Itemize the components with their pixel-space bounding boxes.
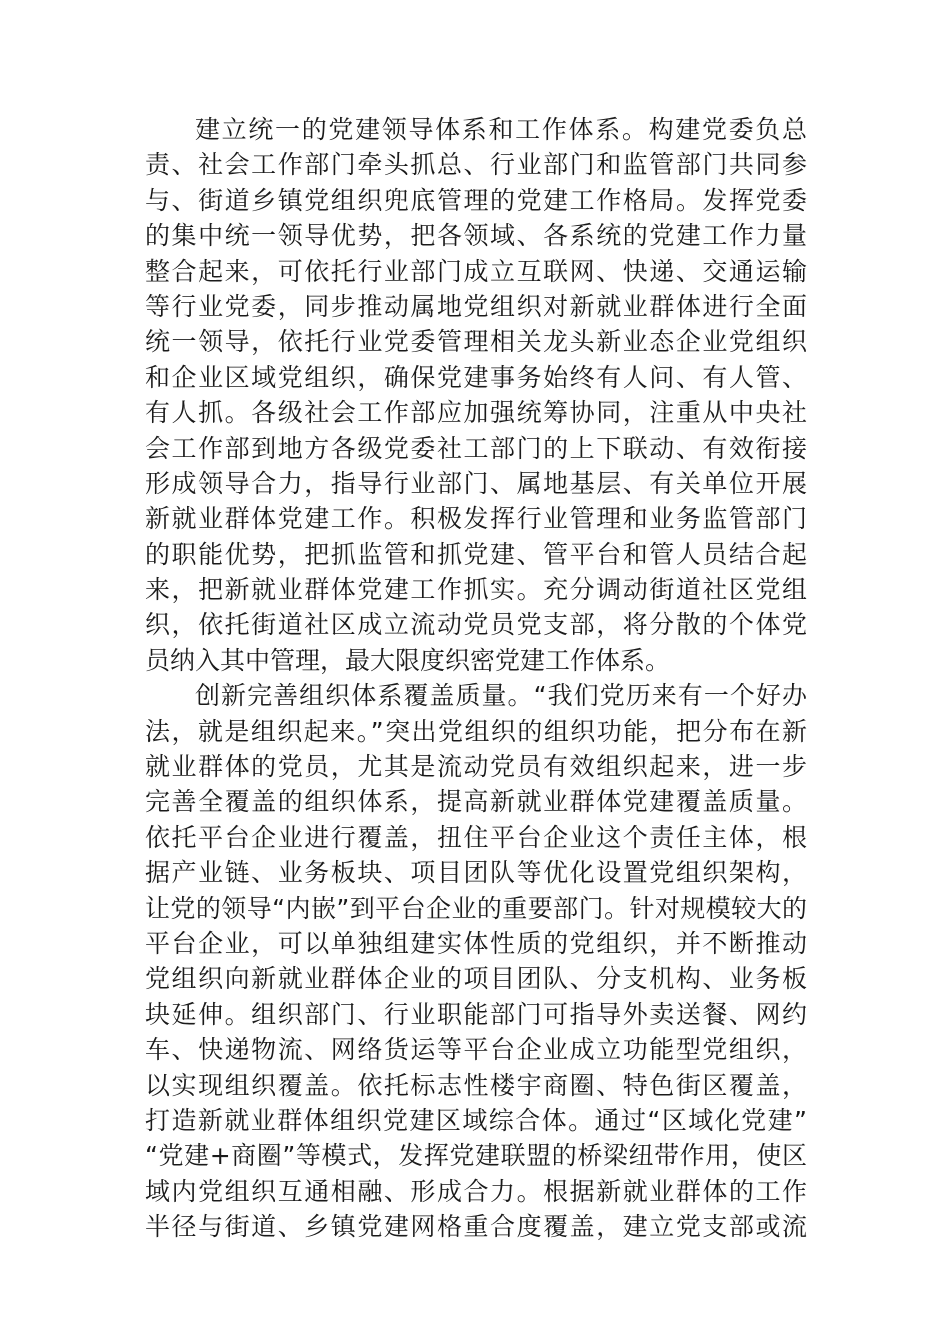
text-line: 创新完善组织体系覆盖质量。“我们党历来有一个好办 [195,681,807,711]
text-line: 建立统一的党建领导体系和工作体系。构建党委负总 [195,115,807,144]
text-line: 打造新就业群体组织党建区域综合体。通过“区域化党建” [145,1105,807,1135]
text-line: 有人抓。各级社会工作部应加强统筹协同，注重从中央社 [145,398,807,428]
text-line: 的职能优势，把抓监管和抓党建、管平台和管人员结合起 [145,539,807,569]
text-line: 块延伸。组织部门、行业职能部门可指导外卖送餐、网约 [145,999,807,1029]
text-line: 等行业党委，同步推动属地党组织对新就业群体进行全面 [145,291,807,321]
text-line: 据产业链、业务板块、项目团队等优化设置党组织架构， [145,858,807,888]
text-line: 来，把新就业群体党建工作抓实。充分调动街道社区党组 [145,575,807,605]
text-line: 半径与街道、乡镇党建网格重合度覆盖，建立党支部或流 [145,1212,807,1242]
paragraph-1 [145,112,807,678]
text-line: 以实现组织覆盖。依托标志性楼宇商圈、特色街区覆盖， [145,1070,807,1100]
text-line: 的集中统一领导优势，把各领域、各系统的党建工作力量 [145,221,807,251]
text-line: 员纳入其中管理，最大限度织密党建工作体系。 [145,645,671,675]
text-line: 织，依托街道社区成立流动党员党支部，将分散的个体党 [145,610,807,640]
text-line: 法，就是组织起来。”突出党组织的组织功能，把分布在新 [145,716,807,746]
text-line: 统一领导，依托行业党委管理相关龙头新业态企业党组织 [145,327,807,357]
paragraph-2 [145,678,807,1244]
text-line: 新就业群体党建工作。积极发挥行业管理和业务监管部门 [145,504,807,534]
text-line: “党建+商圈”等模式，发挥党建联盟的桥梁纽带作用，使区 [145,1141,807,1171]
text-line: 会工作部到地方各级党委社工部门的上下联动、有效衔接 [145,433,807,463]
text-line: 依托平台企业进行覆盖，扭住平台企业这个责任主体，根 [145,822,807,852]
document-body [145,112,807,1245]
text-line: 平台企业，可以单独组建实体性质的党组织，并不断推动 [145,928,807,958]
text-line: 车、快递物流、网络货运等平台企业成立功能型党组织， [145,1035,807,1065]
text-line: 与、街道乡镇党组织兜底管理的党建工作格局。发挥党委 [145,185,807,215]
text-line: 形成领导合力，指导行业部门、属地基层、有关单位开展 [145,468,807,498]
text-line: 完善全覆盖的组织体系，提高新就业群体党建覆盖质量。 [145,787,807,817]
text-line: 整合起来，可依托行业部门成立互联网、快递、交通运输 [145,256,807,286]
text-line: 就业群体的党员，尤其是流动党员有效组织起来，进一步 [145,752,807,782]
text-line: 域内党组织互通相融、形成合力。根据新就业群体的工作 [145,1176,807,1206]
text-line: 责、社会工作部门牵头抓总、行业部门和监管部门共同参 [145,150,807,180]
text-line: 和企业区域党组织，确保党建事务始终有人问、有人管、 [145,362,807,392]
text-line: 让党的领导“内嵌”到平台企业的重要部门。针对规模较大的 [145,893,807,923]
text-line: 党组织向新就业群体企业的项目团队、分支机构、业务板 [145,964,807,994]
